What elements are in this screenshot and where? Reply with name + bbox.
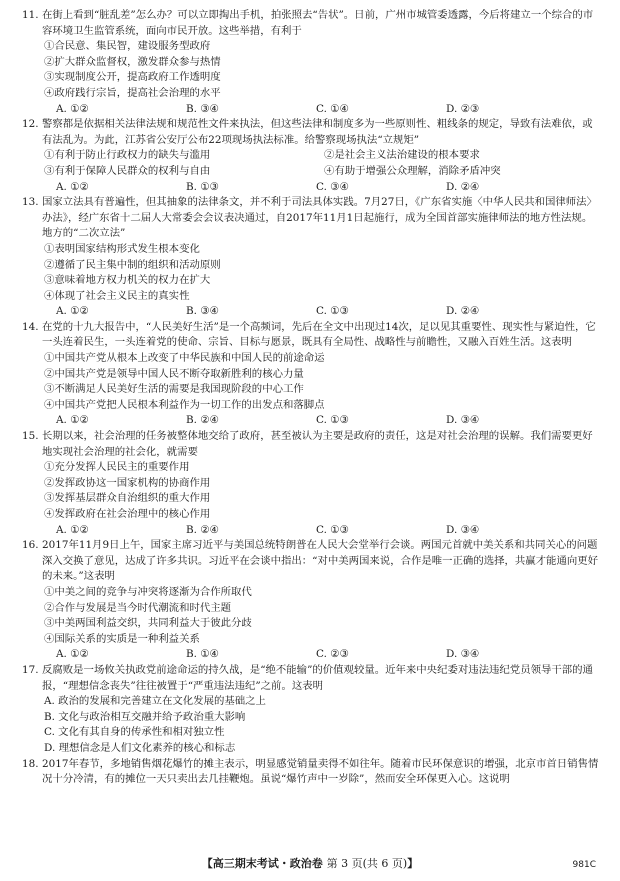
question-15 <box>22 429 600 538</box>
choice-a[interactable]: A. ①② <box>56 523 89 536</box>
answer-choices <box>22 180 600 196</box>
choice-d[interactable]: D. ②④ <box>446 305 480 318</box>
answer-choices <box>22 523 600 539</box>
footer-bracket: 】 <box>407 857 419 870</box>
question-number: 11. <box>22 9 39 21</box>
footer-title <box>0 855 620 873</box>
statement-4: ④体现了社会主义民主的真实性 <box>44 289 190 302</box>
answer-choices <box>22 647 600 663</box>
question-14 <box>22 320 600 429</box>
footer-exam-name: 【高三期末考试・政治卷 <box>201 857 323 870</box>
question-text: 在党的十九大报告中，“人民美好生活”是一个高频词，先后在全文中出现过14次，足以见其重要性、现实性与紧迫性，它一头连着民生，一头连着党的使命、宗旨、目标与愿景，既具有全局性、战略性与前瞻性，又融入百姓生活。这表明 <box>42 320 596 349</box>
choice-d[interactable]: D. ②④ <box>446 180 480 193</box>
statement-4: ④中国共产党把人民根本利益作为一切工作的出发点和落脚点 <box>44 398 325 411</box>
question-stem <box>22 663 600 694</box>
choice-c[interactable]: C. ③④ <box>316 180 349 193</box>
question-number: 17. <box>22 663 39 676</box>
choice-a[interactable]: A. ①② <box>56 305 89 318</box>
choice-a[interactable]: A. ①② <box>56 648 89 661</box>
question-16 <box>22 538 600 663</box>
question-number: 18. <box>22 757 39 770</box>
choice-a[interactable]: A. ①② <box>56 180 89 193</box>
choice-b[interactable]: B. ③④ <box>186 305 219 318</box>
statement-4: ④有助于增强公众理解，消除矛盾冲突 <box>324 164 501 177</box>
question-text: 警察都是依据相关法律法规和规范性文件来执法，但这些法律和制度多为一些原则性、粗线条的规定，导致有法难依，或有法乱为。为此，江苏省公安厅公布22项现场执法标准。给警察现场执法“立规矩” <box>42 118 593 146</box>
statement-1: ①中国共产党从根本上改变了中华民族和中国人民的前途命运 <box>44 352 325 365</box>
choice-a[interactable]: A. ①② <box>56 414 89 427</box>
choice-c[interactable]: C. ①④ <box>316 102 349 115</box>
statement-1: ①充分发挥人民民主的重要作用 <box>44 461 190 474</box>
choice-d[interactable]: D. ③④ <box>446 523 480 536</box>
statement-2: ②遵循了民主集中制的组织和活动原则 <box>44 258 221 271</box>
question-text: 2017年11月9日上午，国家主席习近平与美国总统特朗普在人民大会堂举行会谈。两国元首就中美关系和共同关心的问题深入交换了意见，达成了许多共识。习近平在会谈中指出：“对中美两国来说，合作是唯一正确的选择，共赢才能通向更好的未来。”这表明 <box>42 539 599 583</box>
question-11 <box>22 8 600 117</box>
question-number: 15. <box>22 430 39 443</box>
choice-c[interactable]: C. 文化有其自身的传承性和相对独立性 <box>44 726 225 739</box>
statement-2: ②中国共产党是领导中国人民不断夺取新胜利的核心力量 <box>44 367 304 380</box>
question-18 <box>22 757 600 788</box>
statement-3: ③有利于保障人民群众的权利与自由 <box>44 164 211 177</box>
question-text: 反腐败是一场攸关执政党前途命运的持久战，是“绝不能输”的价值观较量。近年来中央纪委对违法违纪党员领导干部的通报，“理想信念丧失”往往被置于“严重违法违纪”之前。这表明 <box>42 663 593 692</box>
statement-3: ③发挥基层群众自治组织的重大作用 <box>44 492 211 505</box>
paper-code: 981C <box>572 860 596 870</box>
choice-a[interactable]: A. ①② <box>56 102 89 115</box>
statement-4: ④发挥政府在社会治理中的核心作用 <box>44 508 211 520</box>
choice-d[interactable]: D. ③④ <box>446 648 480 661</box>
choice-c[interactable]: C. ①③ <box>316 523 349 536</box>
question-stem <box>22 195 600 242</box>
statement-3: ③中美两国利益交织，共同利益大于彼此分歧 <box>44 617 252 630</box>
answer-choices <box>22 304 600 320</box>
question-stem <box>22 757 600 788</box>
question-12 <box>22 117 600 195</box>
statement-1: ①中美之间的竞争与冲突将逐渐为合作所取代 <box>44 585 252 598</box>
question-stem <box>22 320 600 351</box>
statement-grid <box>22 148 600 179</box>
choice-b[interactable]: B. ①④ <box>186 648 219 661</box>
statement-1: ①表明国家结构形式发生根本变化 <box>44 242 200 255</box>
statement-4: ④政府践行宗旨，提高社会治理的水平 <box>44 86 221 99</box>
statement-1: ①合民意、集民智，建设服务型政府 <box>44 40 211 53</box>
question-number: 14. <box>22 320 39 333</box>
choice-b[interactable]: B. ③④ <box>186 102 219 115</box>
choice-b[interactable]: B. ②④ <box>186 414 219 427</box>
answer-choices <box>22 102 600 118</box>
statement-2: ②发挥政协这一国家机构的协商作用 <box>44 476 211 489</box>
question-stem <box>22 538 600 585</box>
statement-3: ③意味着地方权力机关的权力在扩大 <box>44 274 211 287</box>
question-text: 在街上看到“脏乱差”怎么办？可以立即掏出手机，拍张照去“告状”。日前，广州市城管委透露，今后将建立一个综合的市容环境卫生监管系统，面向市民开放。这些举措，有利于 <box>42 9 594 37</box>
choice-d[interactable]: D. 理想信念是人们文化素养的核心和标志 <box>44 741 236 754</box>
footer-page-number: 第 3 页(共 6 页) <box>326 857 408 870</box>
question-stem <box>22 8 600 39</box>
choice-c[interactable]: C. ①③ <box>316 414 349 427</box>
statement-1: ①有利于防止行政权力的缺失与滥用 <box>44 149 211 162</box>
question-text: 长期以来，社会治理的任务被整体地交给了政府，甚至被认为主要是政府的责任，这是对社会治理的误解。我们需要更好地实现社会治理的社会化，就需要 <box>42 430 593 458</box>
choice-b[interactable]: B. ①③ <box>186 180 219 193</box>
question-stem <box>22 117 600 148</box>
choice-a[interactable]: A. 政治的发展和完善建立在文化发展的基础之上 <box>44 695 266 708</box>
choice-d[interactable]: D. ③④ <box>446 414 480 427</box>
page-footer <box>0 855 620 873</box>
choice-c[interactable]: C. ②③ <box>316 648 349 661</box>
question-number: 16. <box>22 539 39 552</box>
choice-c[interactable]: C. ①③ <box>316 305 349 318</box>
answer-choices <box>22 413 600 429</box>
choice-b[interactable]: B. ②④ <box>186 523 219 536</box>
question-number: 12. <box>22 118 39 131</box>
question-text: 2017年春节，多地销售烟花爆竹的摊主表示，明显感觉销量卖得不如往年。随着市民环保意识的增强，北京市首日销售情况十分冷清，有的摊位一天只卖出去几挂鞭炮。虽说“爆竹声中一岁除”，然而安全环保更入心。这说明 <box>42 757 599 786</box>
statement-2: ②合作与发展是当今时代潮流和时代主题 <box>44 601 232 614</box>
question-stem <box>22 429 600 460</box>
choice-d[interactable]: D. ②③ <box>446 102 480 115</box>
statement-2: ②扩大群众监督权，激发群众参与热情 <box>44 55 221 68</box>
question-number: 13. <box>22 196 39 209</box>
statement-3: ③实现制度公开，提高政府工作透明度 <box>44 71 221 84</box>
statement-2: ②是社会主义法治建设的根本要求 <box>324 149 480 162</box>
question-17 <box>22 663 600 757</box>
choice-b[interactable]: B. 文化与政治相互交融并给予政治重大影响 <box>44 710 246 723</box>
statement-4: ④国际关系的实质是一种利益关系 <box>44 632 200 645</box>
question-13 <box>22 195 600 320</box>
statement-3: ③不断满足人民美好生活的需要是我国现阶段的中心工作 <box>44 383 304 396</box>
question-text: 国家立法具有普遍性，但其抽象的法律条文，并不利于司法具体实践。7月27日，《广东省实施〈中华人民共和国律师法〉办法》，经广东省十二届人大常委会会议表决通过，自2017年11月1日起施行，成为全国首部实施律师法的地方性法规。地方的“二次立法” <box>42 196 597 240</box>
